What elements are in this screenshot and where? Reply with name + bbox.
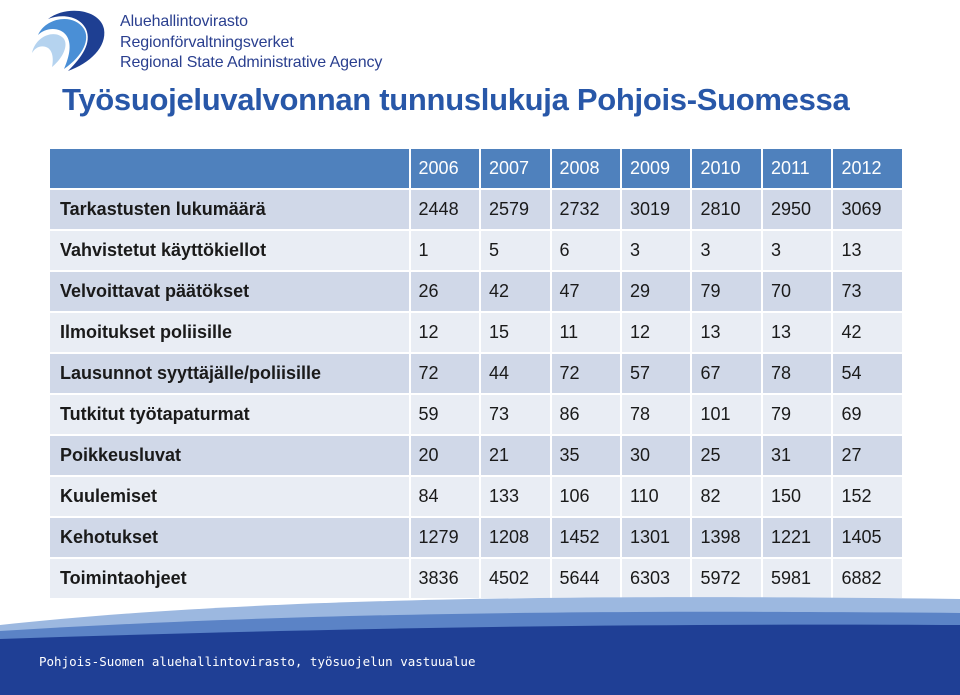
- row-label: Lausunnot syyttäjälle/poliisille: [49, 353, 410, 394]
- table-cell: 1398: [691, 517, 761, 558]
- table-cell: 29: [621, 271, 691, 312]
- table-cell: 106: [551, 476, 621, 517]
- row-label: Tutkitut työtapaturmat: [49, 394, 410, 435]
- table-row: [49, 230, 903, 271]
- table-row: [49, 353, 903, 394]
- table-cell: 13: [832, 230, 903, 271]
- table-cell: 13: [691, 312, 761, 353]
- table-cell: 110: [621, 476, 691, 517]
- table-body: [49, 189, 903, 599]
- table-cell: 69: [832, 394, 903, 435]
- table-cell: 5644: [551, 558, 621, 599]
- table-cell: 5: [480, 230, 550, 271]
- table-cell: 25: [691, 435, 761, 476]
- table-cell: 1: [410, 230, 480, 271]
- row-label: Tarkastusten lukumäärä: [49, 189, 410, 230]
- table-cell: 27: [832, 435, 903, 476]
- column-header-year: 2011: [762, 148, 832, 189]
- table-cell: 4502: [480, 558, 550, 599]
- column-header-year: 2007: [480, 148, 550, 189]
- table-cell: 6: [551, 230, 621, 271]
- footer-band: [0, 585, 960, 695]
- table-cell: 84: [410, 476, 480, 517]
- table-cell: 73: [480, 394, 550, 435]
- table-cell: 152: [832, 476, 903, 517]
- table-cell: 101: [691, 394, 761, 435]
- row-label: Kehotukset: [49, 517, 410, 558]
- table-cell: 2579: [480, 189, 550, 230]
- table-cell: 3: [621, 230, 691, 271]
- table-cell: 1221: [762, 517, 832, 558]
- table-header-row: [49, 148, 903, 189]
- table-cell: 3: [762, 230, 832, 271]
- agency-name-en: Regional State Administrative Agency: [120, 54, 383, 71]
- statistics-table: [48, 147, 904, 600]
- column-header-year: 2010: [691, 148, 761, 189]
- table-cell: 42: [832, 312, 903, 353]
- table-cell: 133: [480, 476, 550, 517]
- agency-name-fi: Aluehallintovirasto: [120, 13, 248, 30]
- table-cell: 6882: [832, 558, 903, 599]
- table-row: [49, 394, 903, 435]
- table-row: [49, 476, 903, 517]
- table-cell: 67: [691, 353, 761, 394]
- table-cell: 5972: [691, 558, 761, 599]
- table-cell: 72: [410, 353, 480, 394]
- page-title: Työsuojeluvalvonnan tunnuslukuja Pohjois-Suomessa: [62, 82, 850, 117]
- table-cell: 12: [621, 312, 691, 353]
- table-cell: 78: [762, 353, 832, 394]
- table-cell: 44: [480, 353, 550, 394]
- table-row: [49, 435, 903, 476]
- row-label: Ilmoitukset poliisille: [49, 312, 410, 353]
- table-cell: 1301: [621, 517, 691, 558]
- table-cell: 47: [551, 271, 621, 312]
- table-cell: 31: [762, 435, 832, 476]
- row-label: Poikkeusluvat: [49, 435, 410, 476]
- column-header-label: [49, 148, 410, 189]
- table-cell: 54: [832, 353, 903, 394]
- row-label: Kuulemiset: [49, 476, 410, 517]
- table-cell: 86: [551, 394, 621, 435]
- agency-logo: [30, 5, 110, 79]
- footer-text: Pohjois-Suomen aluehallintovirasto, työsuojelun vastuualue: [39, 654, 476, 669]
- table-row: [49, 517, 903, 558]
- table-row: [49, 189, 903, 230]
- table-cell: 150: [762, 476, 832, 517]
- table-cell: 30: [621, 435, 691, 476]
- table-cell: 15: [480, 312, 550, 353]
- table-cell: 12: [410, 312, 480, 353]
- table-cell: 59: [410, 394, 480, 435]
- table-cell: 26: [410, 271, 480, 312]
- table-cell: 70: [762, 271, 832, 312]
- column-header-year: 2009: [621, 148, 691, 189]
- table-cell: 2732: [551, 189, 621, 230]
- table-row: [49, 271, 903, 312]
- table-cell: 5981: [762, 558, 832, 599]
- table-cell: 82: [691, 476, 761, 517]
- table-cell: 3: [691, 230, 761, 271]
- table-cell: 78: [621, 394, 691, 435]
- table-cell: 3019: [621, 189, 691, 230]
- table-cell: 20: [410, 435, 480, 476]
- table-cell: 13: [762, 312, 832, 353]
- table-cell: 42: [480, 271, 550, 312]
- table-cell: 73: [832, 271, 903, 312]
- table-cell: 11: [551, 312, 621, 353]
- table-cell: 1208: [480, 517, 550, 558]
- agency-name-sv: Regionförvaltningsverket: [120, 33, 294, 51]
- row-label: Toimintaohjeet: [49, 558, 410, 599]
- table-cell: 72: [551, 353, 621, 394]
- column-header-year: 2012: [832, 148, 903, 189]
- table-cell: 3836: [410, 558, 480, 599]
- table-cell: 6303: [621, 558, 691, 599]
- table-cell: 79: [691, 271, 761, 312]
- table-cell: 2448: [410, 189, 480, 230]
- row-label: Vahvistetut käyttökiellot: [49, 230, 410, 271]
- table-cell: 1452: [551, 517, 621, 558]
- table-cell: 2950: [762, 189, 832, 230]
- table-cell: 35: [551, 435, 621, 476]
- table-cell: 21: [480, 435, 550, 476]
- row-label: Velvoittavat päätökset: [49, 271, 410, 312]
- table-cell: 1279: [410, 517, 480, 558]
- column-header-year: 2006: [410, 148, 480, 189]
- table-cell: 79: [762, 394, 832, 435]
- table-cell: 2810: [691, 189, 761, 230]
- table-row: [49, 312, 903, 353]
- table-cell: 1405: [832, 517, 903, 558]
- agency-name-block: [120, 12, 382, 74]
- column-header-year: 2008: [551, 148, 621, 189]
- table-cell: 3069: [832, 189, 903, 230]
- footer-wave: [0, 585, 960, 695]
- table-cell: 57: [621, 353, 691, 394]
